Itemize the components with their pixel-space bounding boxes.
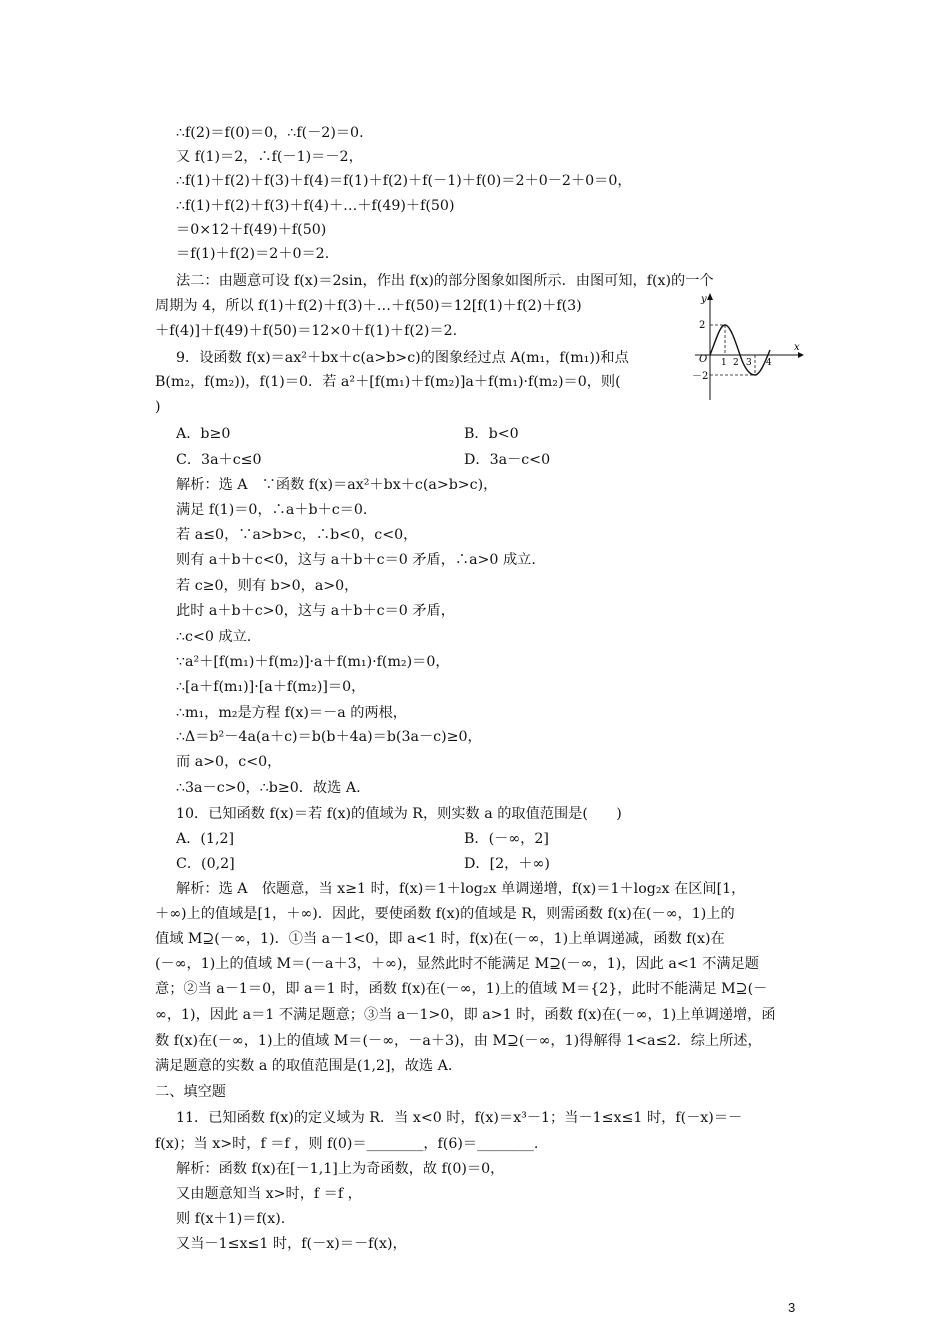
line-5: ＝0×12＋f(49)＋f(50) <box>176 222 327 238</box>
line-30: 10．已知函数 f(x)＝若 f(x)的值域为 R，则实数 a 的取值范围是( ) <box>176 806 622 822</box>
option-d-q10: D．[2，＋∞) <box>464 856 550 872</box>
line-48: 则 f(x＋1)＝f(x). <box>176 1211 286 1227</box>
line-28: 而 a>0，c<0， <box>176 754 282 770</box>
line-25: ∴[a＋f(m₁)]·[a＋f(m₂)]＝0， <box>176 679 366 695</box>
option-c-q9: C．3a＋c≤0 <box>176 452 262 468</box>
x-tick-1: 1 <box>721 358 727 368</box>
line-23: ∴c<0 成立. <box>176 629 252 645</box>
sine-graph <box>690 290 805 402</box>
line-44: 11．已知函数 f(x)的定义域为 R．当 x<0 时，f(x)＝x³－1；当－1≤x≤1 时，f(－x)＝－ <box>176 1110 743 1126</box>
y-axis-label: y <box>701 294 707 305</box>
origin-label: O <box>699 354 708 365</box>
line-38: (－∞，1)上的值域 M＝(－a＋3，＋∞)，显然此时不能满足 M⊇(－∞，1)，因此 a<1 不满足题 <box>155 956 759 972</box>
line-12: ) <box>155 399 161 415</box>
line-49: 又当－1≤x≤1 时，f(－x)＝－f(x)， <box>176 1236 407 1252</box>
option-c-q10: C．(0,2] <box>176 856 235 872</box>
x-axis-label: x <box>794 342 800 353</box>
line-4: ∴f(1)＋f(2)＋f(3)＋f(4)＋…＋f(49)＋f(50) <box>176 198 455 214</box>
line-26: ∴m₁，m₂是方程 f(x)＝－a 的两根， <box>176 705 407 721</box>
line-10: 9．设函数 f(x)＝ax²＋bx＋c(a>b>c)的图象经过点 A(m₁，f(m₁))和点 <box>176 350 629 366</box>
line-11: B(m₂，f(m₂))，f(1)＝0．若 a²＋[f(m₁)＋f(m₂)]a＋f(m₁)·f(m₂)＝0，则( <box>155 374 621 390</box>
page-number: 3 <box>788 1300 796 1315</box>
option-a-q10: A．(1,2] <box>176 831 235 847</box>
line-20: 则有 a＋b＋c<0，这与 a＋b＋c＝0 矛盾，∴a>0 成立. <box>176 552 536 568</box>
line-21: 若 c≥0，则有 b>0，a>0， <box>176 578 359 594</box>
x-tick-4: 4 <box>766 358 772 368</box>
sine-curve <box>710 325 770 375</box>
line-39: 意；②当 a－1＝0，即 a＝1 时，函数 f(x)在(－∞，1)上的值域 M＝{2}，此时不能满足 M⊇(－ <box>155 981 768 997</box>
line-29: ∴3a－c>0，∴b≥0．故选 A. <box>176 780 361 796</box>
line-9: ＋f(4)]＋f(49)＋f(50)＝12×0＋f(1)＋f(2)＝2. <box>155 323 458 339</box>
line-47: 又由题意知当 x>时，f ＝f ， <box>176 1186 362 1202</box>
line-18: 满足 f(1)＝0，∴a＋b＋c＝0. <box>176 502 368 518</box>
line-37: 值域 M⊇(－∞，1)．①当 a－1<0，即 a<1 时，f(x)在(－∞，1)上单调递减，函数 f(x)在 <box>155 931 725 947</box>
line-17: 解析：选 A ∵函数 f(x)＝ax²＋bx＋c(a>b>c)， <box>176 477 498 493</box>
line-3: ∴f(1)＋f(2)＋f(3)＋f(4)＝f(1)＋f(2)＋f(－1)＋f(0)＝2＋0－2＋0＝0， <box>176 173 632 189</box>
x-tick-3: 3 <box>746 358 752 368</box>
option-a-q9: A．b≥0 <box>176 426 231 442</box>
line-7: 法二：由题意可设 f(x)＝2sin，作出 f(x)的部分图象如图所示．由图可知，f(x)的一个 <box>176 273 714 289</box>
line-1: ∴f(2)＝f(0)＝0，∴f(－2)＝0. <box>176 125 364 141</box>
line-40: ∞，1)，因此 a＝1 不满足题意；③当 a－1>0，即 a>1 时，函数 f(x)在(－∞，1)上单调递增，函 <box>155 1007 776 1023</box>
option-b-q10: B．(－∞，2] <box>464 831 549 847</box>
line-41: 数 f(x)在(－∞，1)上的值域 M＝(－∞，－a＋3)，由 M⊇(－∞，1)得解得 1<a≤2．综上所述， <box>155 1033 762 1049</box>
option-b-q9: B．b<0 <box>464 426 519 442</box>
y-axis-arrow <box>707 293 713 300</box>
option-d-q9: D．3a－c<0 <box>464 452 551 468</box>
line-43: 二、填空题 <box>155 1084 226 1100</box>
y-tick-neg2: －2 <box>692 371 709 382</box>
line-8: 周期为 4，所以 f(1)＋f(2)＋f(3)＋…＋f(50)＝12[f(1)＋f(2)＋f(3) <box>155 298 582 314</box>
line-45: f(x)；当 x>时，f ＝f ，则 f(0)＝________，f(6)＝________. <box>155 1136 539 1152</box>
line-46: 解析：函数 f(x)在[－1,1]上为奇函数，故 f(0)＝0， <box>176 1161 505 1177</box>
line-6: ＝f(1)＋f(2)＝2＋0＝2. <box>176 246 330 262</box>
x-tick-2: 2 <box>733 358 739 368</box>
y-tick-2: 2 <box>699 320 706 331</box>
line-36: ＋∞)上的值域是[1，＋∞)．因此，要使函数 f(x)的值域是 R，则需函数 f(x)在(－∞，1)上的 <box>155 906 735 922</box>
line-42: 满足题意的实数 a 的取值范围是(1,2]，故选 A. <box>155 1058 453 1074</box>
line-35: 解析：选 A 依题意，当 x≥1 时，f(x)＝1＋log₂x 单调递增，f(x)＝1＋log₂x 在区间[1， <box>176 881 746 897</box>
line-27: ∴Δ＝b²－4a(a＋c)＝b(b＋4a)＝b(3a－c)≥0， <box>176 729 482 745</box>
line-22: 此时 a＋b＋c>0，这与 a＋b＋c＝0 矛盾， <box>176 603 455 619</box>
line-2: 又 f(1)＝2，∴f(－1)＝－2， <box>176 149 363 165</box>
line-19: 若 a≤0，∵a>b>c，∴b<0，c<0， <box>176 527 418 543</box>
line-24: ∵a²＋[f(m₁)＋f(m₂)]·a＋f(m₁)·f(m₂)＝0， <box>176 654 450 670</box>
